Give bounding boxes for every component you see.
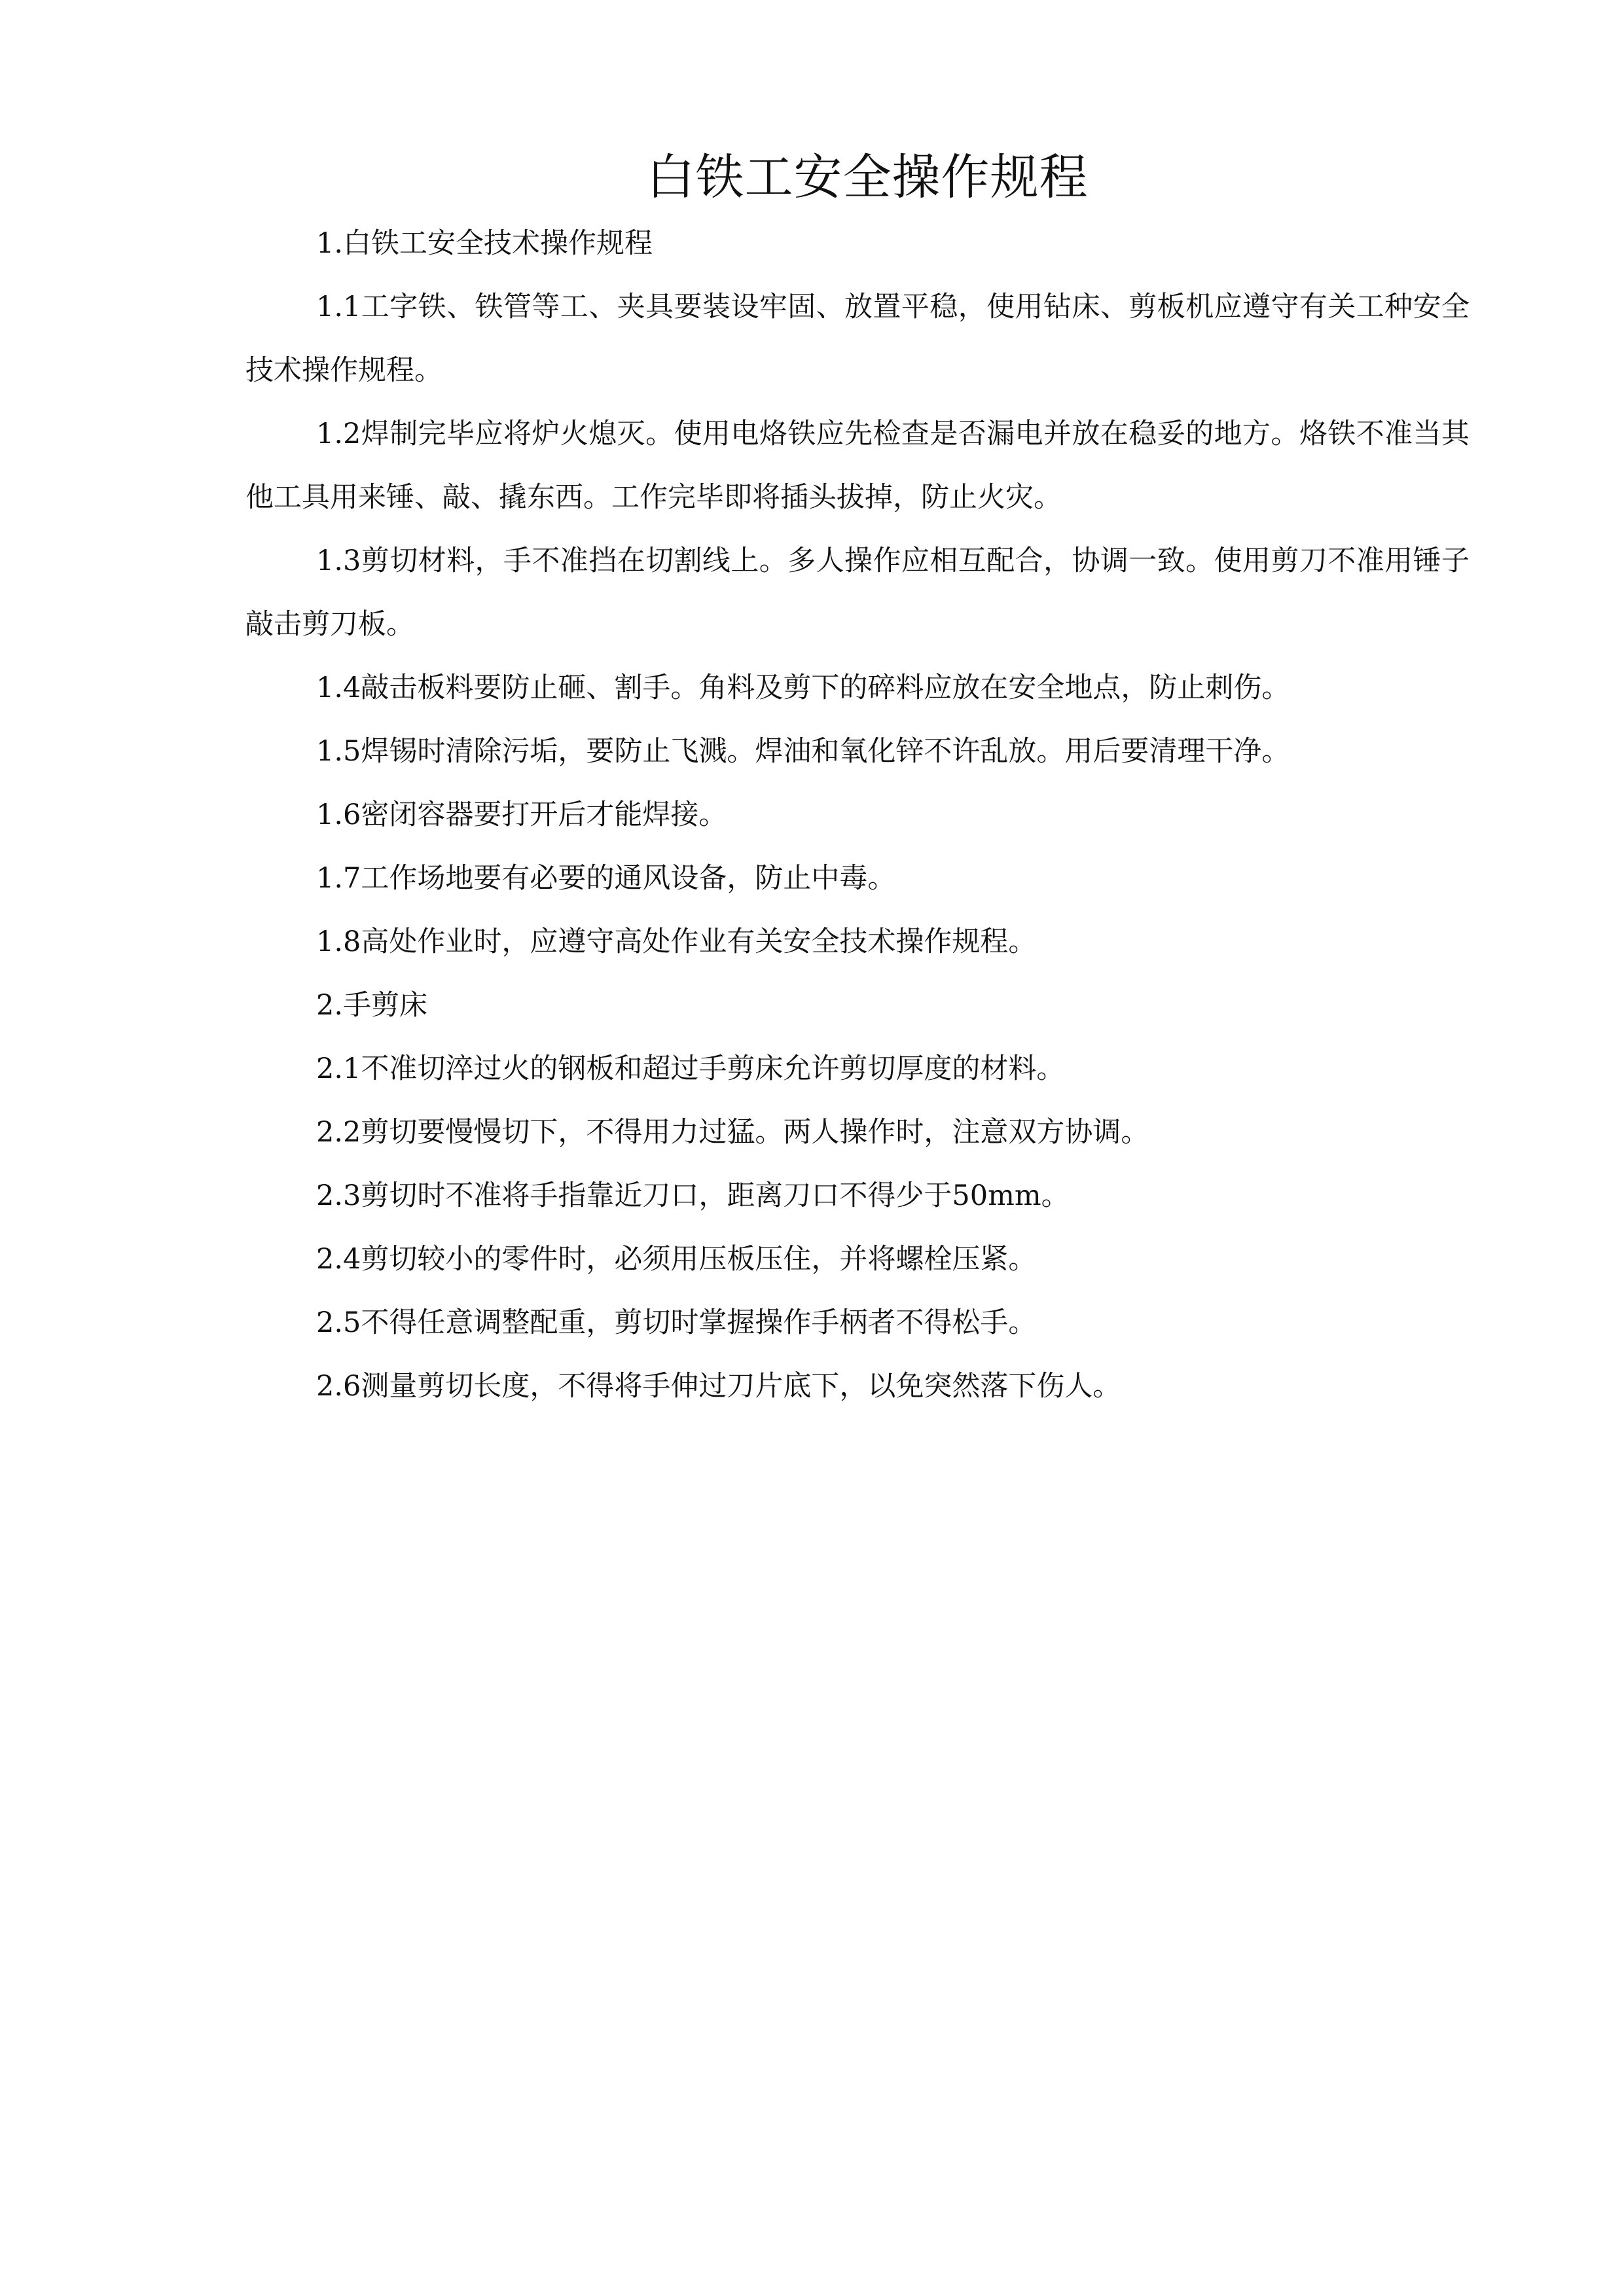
paragraph-2-6: 2.6测量剪切长度，不得将手伸过刀片底下，以免突然落下伤人。 [316,1370,1121,1403]
paragraph-1-6: 1.6密闭容器要打开后才能焊接。 [316,798,727,831]
paragraph-2-4: 2.4剪切较小的零件时，必须用压板压住，并将螺栓压紧。 [316,1243,1037,1276]
paragraph-1-5: 1.5焊锡时清除污垢，要防止飞溅。焊油和氧化锌不许乱放。用后要清理干净。 [316,735,1290,768]
paragraph-1-2: 1.2焊制完毕应将炉火熄灭。使用电烙铁应先检查是否漏电并放在稳妥的地方。烙铁不准当其他工具用来锤、敲、撬东西。工作完毕即将插头拔掉，防止火灾。 [245,418,1470,514]
document-body [245,212,1470,1418]
paragraph-1-8: 1.8高处作业时，应遵守高处作业有关安全技术操作规程。 [316,925,1037,958]
paragraph-2-3: 2.3剪切时不准将手指靠近刀口，距离刀口不得少于50mm。 [316,1179,1070,1212]
paragraph-1-4: 1.4敲击板料要防止砸、割手。角料及剪下的碎料应放在安全地点，防止刺伤。 [316,672,1290,704]
section-heading-2: 2.手剪床 [316,989,428,1022]
paragraph-1-1: 1.1工字铁、铁管等工、夹具要装设牢固、放置平稳，使用钻床、剪板机应遵守有关工种安全技术操作规程。 [245,291,1470,387]
paragraph-2-5: 2.5不得任意调整配重，剪切时掌握操作手柄者不得松手。 [316,1306,1037,1339]
paragraph-2-2: 2.2剪切要慢慢切下，不得用力过猛。两人操作时，注意双方协调。 [316,1116,1149,1149]
document-title: 白铁工安全操作规程 [646,149,1089,206]
paragraph-1-3: 1.3剪切材料，手不准挡在切割线上。多人操作应相互配合，协调一致。使用剪刀不准用锤子敲击剪刀板。 [245,545,1470,641]
paragraph-2-1: 2.1不准切淬过火的钢板和超过手剪床允许剪切厚度的材料。 [316,1052,1065,1085]
paragraph-1-7: 1.7工作场地要有必要的通风设备，防止中毒。 [316,862,896,895]
section-heading-1: 1.白铁工安全技术操作规程 [316,227,653,260]
